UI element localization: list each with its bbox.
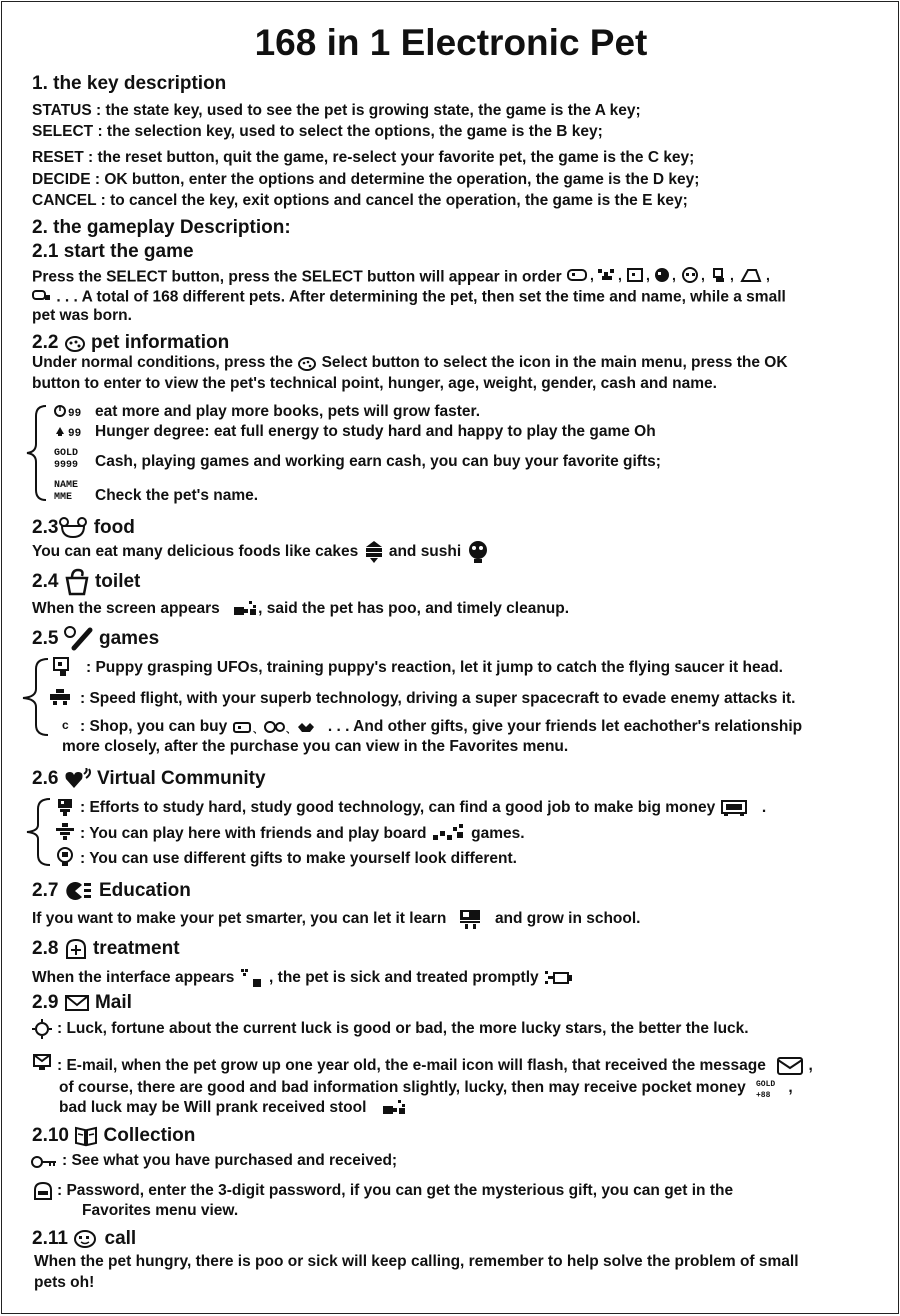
section-2-1-line1 (32, 266, 816, 289)
key-description-heading: 1. the key description (32, 73, 227, 94)
svg-text:,: , (671, 267, 676, 283)
section-2-7-line (32, 908, 640, 930)
mail-luck: : Luck, fortune about the current luck is good or bad, the more lucky stars, the better the luck. (57, 1020, 749, 1037)
community-heart-icon (64, 768, 92, 790)
poo-icon (232, 599, 258, 619)
brace (20, 657, 50, 737)
mail-email-line3 (59, 1098, 407, 1118)
education-icon (64, 880, 94, 902)
collection-item-2-line2: Favorites menu view. (82, 1202, 239, 1219)
section-2-11-line1: When the pet hungry, there is poo or sick will keep calling, remember to help solve the problem of small (34, 1253, 799, 1270)
mail-email-text-1: : E-mail, when the pet grow up one year old, the e-mail icon will flash, that received the message (57, 1057, 766, 1075)
section-2-10-heading (32, 1125, 195, 1147)
lcd-gold-label: GOLD (54, 448, 79, 459)
comma: , (788, 1079, 793, 1097)
pocket-money-value: +88 (756, 1091, 771, 1099)
sick-icon (239, 967, 265, 989)
manual-page (1, 1, 899, 1314)
section-2-3-text-a: You can eat many delicious foods like cakes (32, 543, 359, 561)
lcd-value-2: 99 (68, 428, 82, 438)
lcd-name-label: NAME (54, 480, 79, 491)
email-icon (32, 1052, 52, 1077)
section-2-7-text-a: If you want to make your pet smarter, you can let it learn (32, 910, 447, 928)
section-2-8-text-a: When the interface appears (32, 969, 235, 987)
pet-info-item-2: Hunger degree: eat full energy to study hard and happy to play the game Oh (95, 423, 656, 440)
pet-info-item-3: Cash, playing games and working earn cash, you can buy your favorite gifts; (95, 453, 661, 470)
ufo-game-icon (50, 656, 74, 683)
lcd-name-icon (54, 477, 90, 508)
svg-text:、: 、 (285, 724, 296, 735)
stool-icon (381, 1098, 407, 1118)
dress-up-icon (54, 847, 78, 872)
section-2-7-label: Education (98, 880, 191, 902)
lcd-gold-value: 9999 (54, 460, 79, 471)
svg-text:,: , (589, 267, 594, 283)
brace (24, 797, 52, 867)
svg-text:,: , (617, 267, 622, 283)
shop-gift-icons (232, 719, 324, 735)
section-2-9-heading (32, 992, 132, 1014)
games-item-3-line2: more closely, after the purchase you can view in the Favorites menu. (62, 738, 569, 755)
section-2-7-text-b: and grow in school. (494, 910, 641, 928)
section-2-4-text-b: , said the pet has poo, and timely cleanup. (258, 600, 570, 618)
board-game-icon (431, 823, 467, 845)
games-item-3-letter: c (62, 718, 69, 732)
pet-info-icon (297, 355, 317, 371)
section-2-9-num: 2.9 (32, 992, 59, 1013)
section-2-11-line2: pets oh! (34, 1274, 95, 1291)
pet-info-icon (64, 333, 86, 353)
section-2-2-num: 2.2 (32, 332, 59, 353)
lcd-mme-label: MME (54, 492, 73, 503)
community-item-2-text-b: games. (471, 825, 525, 843)
section-2-1-line2 (32, 287, 786, 308)
section-2-9-label: Mail (94, 992, 132, 1013)
section-2-7-heading (32, 880, 191, 902)
page-title: 168 in 1 Electronic Pet (254, 22, 648, 63)
lcd-level-icon (54, 404, 88, 423)
pet-info-item-1: eat more and play more books, pets will grow faster. (95, 403, 481, 420)
section-2-7-num: 2.7 (32, 880, 59, 902)
gameplay-heading: 2. the gameplay Description: (32, 217, 291, 238)
section-2-11-num: 2.11 (32, 1228, 68, 1250)
svg-text:,: , (765, 267, 770, 283)
section-2-5-label: games (98, 628, 160, 650)
section-2-8-heading (32, 938, 180, 960)
section-2-11-label: call (104, 1228, 137, 1250)
section-2-1-text-2: . . . A total of 168 different pets. After determining the pet, then set the time and name, while a small (56, 288, 786, 306)
section-2-5-heading (32, 626, 159, 652)
section-2-5-num: 2.5 (32, 628, 59, 650)
luck-icon (32, 1019, 52, 1044)
play-icon (54, 822, 78, 847)
mail-email-text-2: of course, there are good and bad information slightly, lucky, then may receive pocket money (59, 1079, 746, 1097)
key-status: STATUS : the state key, used to see the pet is growing state, the game is the A key; (32, 102, 641, 119)
section-2-1-line3: pet was born. (32, 307, 132, 324)
work-icon (54, 797, 78, 822)
section-2-10-label: Collection (103, 1125, 196, 1147)
call-icon (73, 1228, 99, 1250)
svg-text:、: 、 (252, 724, 263, 735)
password-icon (32, 1181, 54, 1206)
section-2-2-label: pet information (90, 332, 230, 353)
section-2-3-label: food (93, 517, 135, 539)
pocket-money-icon (756, 1077, 784, 1099)
section-2-4-label: toilet (94, 571, 141, 593)
key-decide: DECIDE : OK button, enter the options and determine the operation, the game is the D key; (32, 171, 700, 188)
mail-icon (64, 993, 90, 1013)
section-2-8-line (32, 967, 573, 989)
section-2-1-text: Press the SELECT button, press the SELECT button will appear in order (32, 268, 562, 286)
pocket-money-label: GOLD (756, 1080, 776, 1089)
section-2-8-num: 2.8 (32, 938, 59, 960)
section-2-2-line1 (32, 354, 788, 372)
school-icon (457, 908, 485, 930)
community-item-2 (80, 823, 525, 845)
medicine-icon (543, 969, 573, 987)
games-icon (64, 626, 94, 652)
section-2-3-num: 2.3 (32, 517, 59, 539)
games-item-3-text-a: : Shop, you can buy (80, 718, 228, 735)
lcd-gold-icon (54, 445, 90, 476)
key-select: SELECT : the selection key, used to select the options, the game is the B key; (32, 123, 603, 140)
section-2-10-num: 2.10 (32, 1125, 69, 1147)
spaceship-game-icon (48, 687, 74, 714)
food-icon (58, 517, 88, 539)
section-2-6-num: 2.6 (32, 768, 59, 790)
brace (24, 404, 50, 502)
money-icon (720, 798, 752, 818)
community-item-3: : You can use different gifts to make yourself look different. (80, 850, 517, 867)
section-2-2-line2: button to enter to view the pet's technical point, hunger, age, weight, gender, cash and name. (32, 375, 717, 392)
games-item-2: : Speed flight, with your superb technology, driving a super spacecraft to evade enemy attacks it. (80, 690, 796, 707)
lcd-hunger-icon (54, 424, 88, 443)
mail-email-line2 (59, 1077, 793, 1099)
section-2-2-text-a: Under normal conditions, press the (32, 354, 293, 371)
section-2-4-text-a: When the screen appears (32, 600, 220, 618)
section-2-1-heading: 2.1 start the game (32, 241, 194, 262)
community-item-1 (80, 798, 766, 818)
collection-item-1: : See what you have purchased and received; (62, 1152, 398, 1169)
section-2-4-num: 2.4 (32, 571, 59, 593)
sushi-icon (466, 540, 490, 564)
section-2-3-line (32, 540, 490, 564)
lcd-value-1: 99 (68, 408, 82, 418)
key-cancel: CANCEL : to cancel the key, exit options and cancel the operation, the game is the E key; (32, 192, 688, 209)
svg-text:,: , (700, 267, 705, 283)
treatment-icon (64, 938, 88, 960)
envelope-icon (776, 1056, 804, 1076)
section-2-3-heading (32, 517, 135, 539)
key-reset: RESET : the reset button, quit the game, re-select your favorite pet, the game is the C key; (32, 149, 695, 166)
games-item-3-line1 (80, 718, 802, 736)
games-item-3-text-b: . . . And other gifts, give your friends let eachother's relationship (327, 718, 803, 735)
pet-sprite-small (32, 287, 52, 308)
section-2-6-label: Virtual Community (96, 768, 266, 790)
section-2-4-heading (32, 568, 140, 596)
pet-info-item-4: Check the pet's name. (95, 487, 259, 504)
pet-sprites (566, 266, 816, 289)
section-2-2-text-b: Select button to select the icon in the main menu, press the OK (321, 354, 788, 371)
svg-text:,: , (729, 267, 734, 283)
cake-icon (363, 540, 385, 564)
collection-book-icon (74, 1125, 98, 1147)
section-2-8-label: treatment (92, 938, 180, 960)
toilet-icon (64, 568, 90, 596)
comma: , (808, 1057, 813, 1075)
period: . (761, 799, 767, 817)
section-2-11-heading (32, 1228, 136, 1250)
key-icon (30, 1154, 58, 1175)
mail-email-text-3: bad luck may be Will prank received stool (59, 1099, 367, 1117)
community-item-1-text: : Efforts to study hard, study good technology, can find a good job to make big money (80, 799, 716, 817)
section-2-4-line (32, 599, 569, 619)
mail-email-line1 (57, 1056, 813, 1076)
community-item-2-text-a: : You can play here with friends and play board (80, 825, 427, 843)
section-2-6-heading (32, 768, 266, 790)
games-item-1: : Puppy grasping UFOs, training puppy's reaction, let it jump to catch the flying saucer it head. (86, 659, 783, 676)
section-2-3-text-b: and sushi (388, 543, 462, 561)
section-2-8-text-b: , the pet is sick and treated promptly (269, 969, 539, 987)
svg-text:,: , (645, 267, 650, 283)
section-2-2-heading (32, 332, 229, 354)
collection-item-2-line1: : Password, enter the 3-digit password, if you can get the mysterious gift, you can get in the (57, 1182, 734, 1199)
